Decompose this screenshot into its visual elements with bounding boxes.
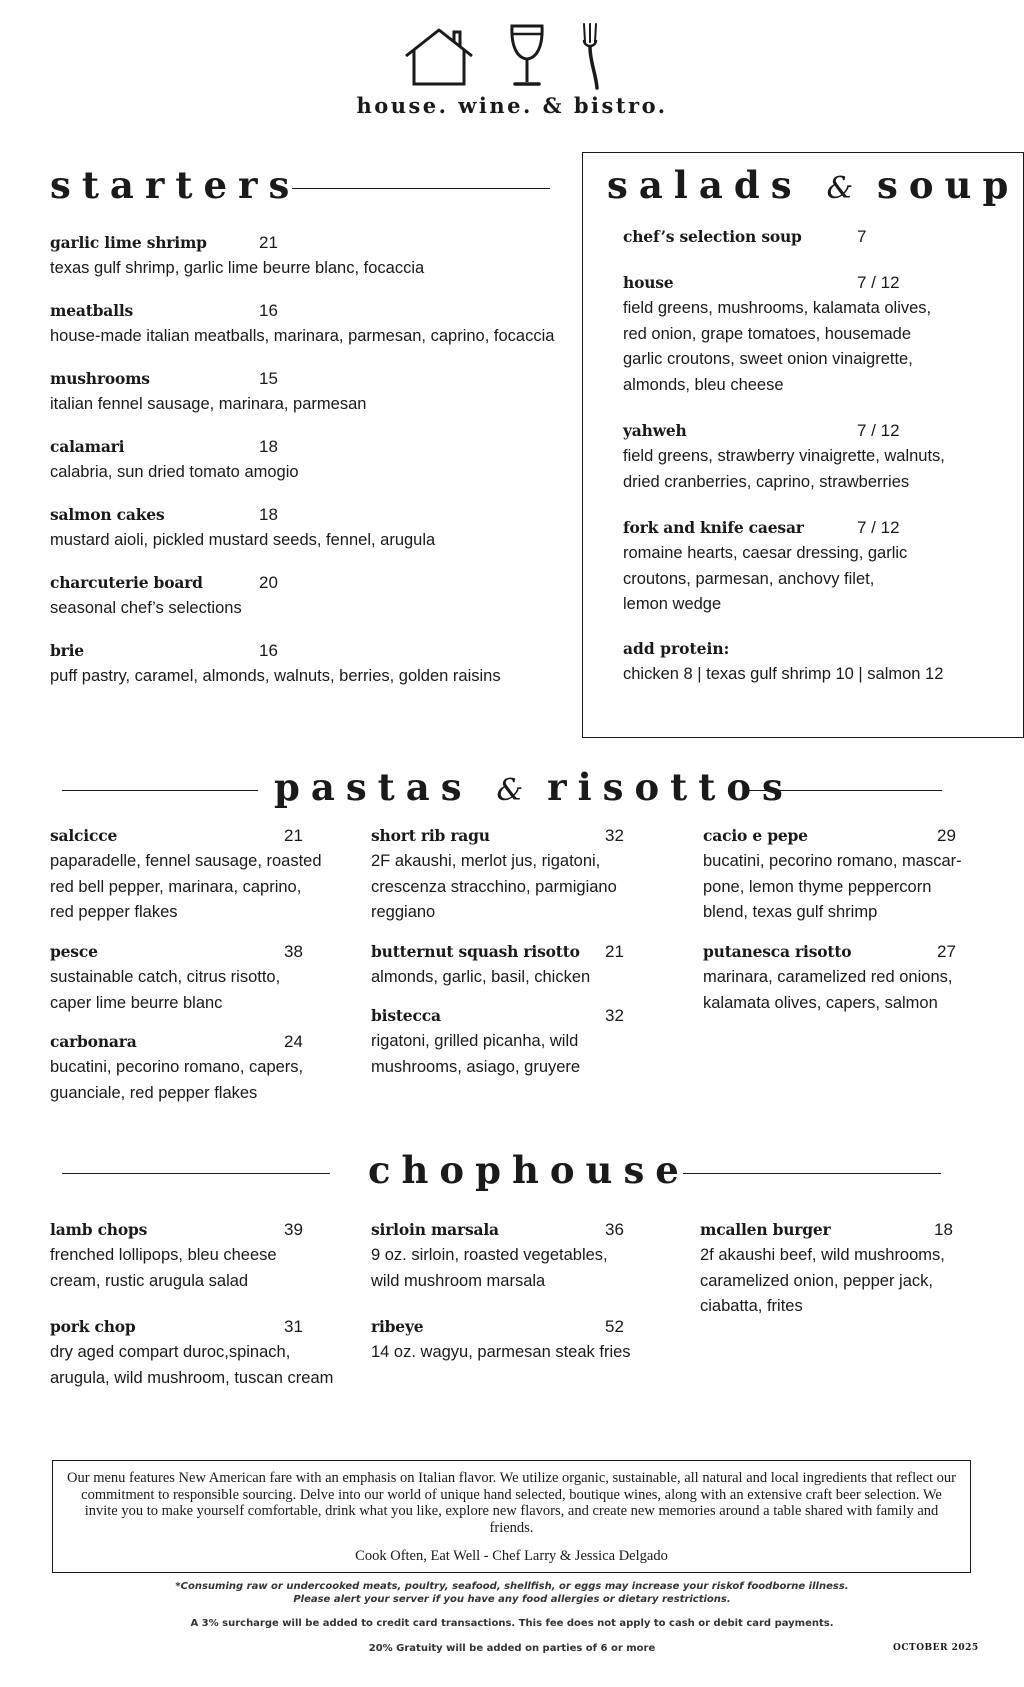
item-description: dry aged compart duroc,spinach, arugula, wild mushroom, tuscan cream	[50, 1343, 334, 1387]
item-description: puff pastry, caramel, almonds, walnuts, berries, golden raisins	[50, 667, 501, 685]
add-protein-options: chicken 8 | texas gulf shrimp 10 | salmon 12	[623, 665, 944, 683]
item-description: romaine hearts, caesar dressing, garlic croutons, parmesan, anchovy filet, lemon wedge	[623, 544, 908, 613]
menu-item	[703, 825, 973, 926]
chophouse-rule-left	[62, 1173, 330, 1174]
item-name: mushrooms	[50, 369, 150, 388]
soup-title-word: soup	[877, 163, 1020, 207]
chophouse-rule-right	[683, 1173, 941, 1174]
item-name: mcallen burger	[700, 1220, 831, 1239]
item-description: calabria, sun dried tomato amogio	[50, 463, 299, 481]
wine-glass-icon	[509, 24, 545, 88]
item-price: 39	[284, 1220, 303, 1239]
item-description: texas gulf shrimp, garlic lime beurre blanc, focaccia	[50, 259, 425, 277]
item-name: yahweh	[623, 421, 687, 440]
menu-item	[50, 232, 570, 282]
menu-item	[623, 226, 867, 248]
item-price: 21	[259, 233, 278, 252]
item-name: brie	[50, 641, 84, 660]
menu-item	[371, 1005, 631, 1080]
item-price: 7 / 12	[857, 421, 900, 440]
item-price: 7 / 12	[857, 518, 900, 537]
menu-item	[50, 640, 570, 690]
menu-item	[703, 941, 973, 1016]
menu-item	[623, 420, 953, 495]
menu-item	[50, 1316, 350, 1391]
item-description: seasonal chef’s selections	[50, 599, 242, 617]
about-text: Our menu features New American fare with an emphasis on Italian flavor. We utilize organic, sustainable, all natural and local ingredients that reflect our commitment to responsible sourcing. Delve into our world of unique hand selected, boutique wines, along with an extensive craft beer selection. We invite you to make yourself comfortable, drink what you like, explore new flavors, and create new memories around a table shared with family and friends.	[67, 1470, 956, 1536]
menu-item	[623, 517, 913, 618]
item-price: 31	[284, 1317, 303, 1336]
item-price: 18	[934, 1220, 953, 1239]
item-description: marinara, caramelized red onions, kalamata olives, capers, salmon	[703, 968, 953, 1012]
item-name: pesce	[50, 942, 98, 961]
ampersand: &	[826, 171, 854, 206]
item-price: 7	[857, 227, 867, 246]
item-description: italian fennel sausage, marinara, parmesan	[50, 395, 367, 413]
menu-item	[50, 300, 570, 350]
item-price: 21	[284, 826, 303, 845]
allergy-notice: Please alert your server if you have any food allergies or dietary restrictions.	[293, 1594, 731, 1605]
menu-item	[50, 941, 303, 1016]
item-price: 21	[605, 942, 624, 961]
item-name: carbonara	[50, 1032, 137, 1051]
item-description: 9 oz. sirloin, roasted vegetables, wild mushroom marsala	[371, 1246, 608, 1290]
item-price: 20	[259, 573, 278, 592]
item-name: pork chop	[50, 1317, 136, 1336]
menu-date: OCTOBER 2025	[893, 1643, 979, 1653]
item-name: house	[623, 273, 674, 292]
item-name: butternut squash risotto	[371, 942, 580, 961]
item-description: 2F akaushi, merlot jus, rigatoni, crescenza stracchino, parmigiano reggiano	[371, 852, 617, 921]
menu-item	[623, 272, 953, 398]
pastas-risottos-title	[274, 765, 794, 809]
item-description: 2f akaushi beef, wild mushrooms, caramelized onion, pepper jack, ciabatta, frites	[700, 1246, 945, 1315]
menu-item	[371, 825, 624, 926]
menu-item	[50, 1031, 310, 1106]
menu-item	[700, 1219, 960, 1320]
pastas-title-word: pastas	[274, 765, 473, 809]
item-price: 18	[259, 505, 278, 524]
item-name: garlic lime shrimp	[50, 233, 207, 252]
logo	[0, 20, 1024, 90]
item-name: ribeye	[371, 1317, 424, 1336]
item-name: salcicce	[50, 826, 118, 845]
gratuity-notice: 20% Gratuity will be added on parties of 6 or more	[368, 1643, 656, 1654]
item-description: paparadelle, fennel sausage, roasted red bell pepper, marinara, caprino, red pepper flakes	[50, 852, 322, 921]
item-price: 52	[605, 1317, 624, 1336]
item-price: 15	[259, 369, 278, 388]
item-price: 16	[259, 641, 278, 660]
item-description: bucatini, pecorino romano, capers, guanciale, red pepper flakes	[50, 1058, 304, 1102]
ampersand: &	[496, 773, 524, 808]
fork-icon	[580, 22, 606, 90]
starters-rule	[292, 188, 550, 189]
item-price: 18	[259, 437, 278, 456]
item-description: field greens, strawberry vinaigrette, walnuts, dried cranberries, caprino, strawberries	[623, 447, 945, 491]
item-price: 38	[284, 942, 303, 961]
surcharge-notice: A 3% surcharge will be added to credit card transactions. This fee does not apply to cash or debit card payments.	[190, 1618, 834, 1629]
menu-item	[371, 1316, 661, 1366]
menu-item	[50, 436, 570, 486]
signature: Cook Often, Eat Well - Chef Larry & Jessica Delgado	[355, 1548, 668, 1564]
starters-title: starters	[50, 163, 301, 207]
item-description: rigatoni, grilled picanha, wild mushrooms, asiago, gruyere	[371, 1032, 581, 1076]
item-description: bucatini, pecorino romano, mascar-pone, lemon thyme peppercorn blend, texas gulf shrimp	[703, 852, 962, 921]
chophouse-title: chophouse	[368, 1148, 690, 1192]
item-name: bistecca	[371, 1006, 441, 1025]
about-box	[52, 1460, 971, 1573]
item-name: calamari	[50, 437, 125, 456]
item-name: short rib ragu	[371, 826, 490, 845]
item-description: almonds, garlic, basil, chicken	[371, 968, 591, 986]
add-protein-title: add protein:	[623, 639, 730, 658]
item-price: 27	[937, 942, 956, 961]
item-name: putanesca risotto	[703, 942, 852, 961]
item-name: fork and knife caesar	[623, 518, 804, 537]
item-name: sirloin marsala	[371, 1220, 499, 1239]
item-description: field greens, mushrooms, kalamata olives, red onion, grape tomatoes, housemade garlic croutons, sweet onion vinaigrette, almonds, bleu cheese	[623, 299, 932, 394]
item-name: lamb chops	[50, 1220, 148, 1239]
item-name: chef’s selection soup	[623, 227, 802, 246]
pastas-rule-right	[746, 790, 942, 791]
brand-name: house. wine. & bistro.	[356, 93, 668, 118]
item-description: house-made italian meatballs, marinara, parmesan, caprino, focaccia	[50, 327, 555, 345]
item-description: sustainable catch, citrus risotto, caper lime beurre blanc	[50, 968, 281, 1012]
menu-item	[50, 825, 325, 926]
menu-item	[50, 1219, 303, 1294]
item-price: 29	[937, 826, 956, 845]
item-name: salmon cakes	[50, 505, 165, 524]
food-safety-warning: *Consuming raw or undercooked meats, poultry, seafood, shellfish, or eggs may increase your riskof foodborne illness.	[175, 1581, 849, 1592]
item-name: charcuterie board	[50, 573, 203, 592]
item-price: 16	[259, 301, 278, 320]
menu-item	[371, 941, 631, 991]
item-price: 32	[605, 826, 624, 845]
item-price: 24	[284, 1032, 303, 1051]
menu-item	[50, 572, 570, 622]
item-price: 7 / 12	[857, 273, 900, 292]
pastas-rule-left	[62, 790, 258, 791]
menu-item	[371, 1219, 631, 1294]
item-price: 36	[605, 1220, 624, 1239]
item-name: meatballs	[50, 301, 134, 320]
item-description: frenched lollipops, bleu cheese cream, rustic arugula salad	[50, 1246, 277, 1290]
salads-title-word: salads	[607, 163, 803, 207]
item-description: 14 oz. wagyu, parmesan steak fries	[371, 1343, 631, 1361]
item-description: mustard aioli, pickled mustard seeds, fennel, arugula	[50, 531, 436, 549]
house-icon	[402, 24, 476, 88]
item-name: cacio e pepe	[703, 826, 808, 845]
menu-item	[50, 504, 570, 554]
menu-item	[50, 368, 570, 418]
risottos-title-word: risottos	[547, 765, 794, 809]
salads-soup-title	[607, 163, 1019, 207]
item-price: 32	[605, 1006, 624, 1025]
